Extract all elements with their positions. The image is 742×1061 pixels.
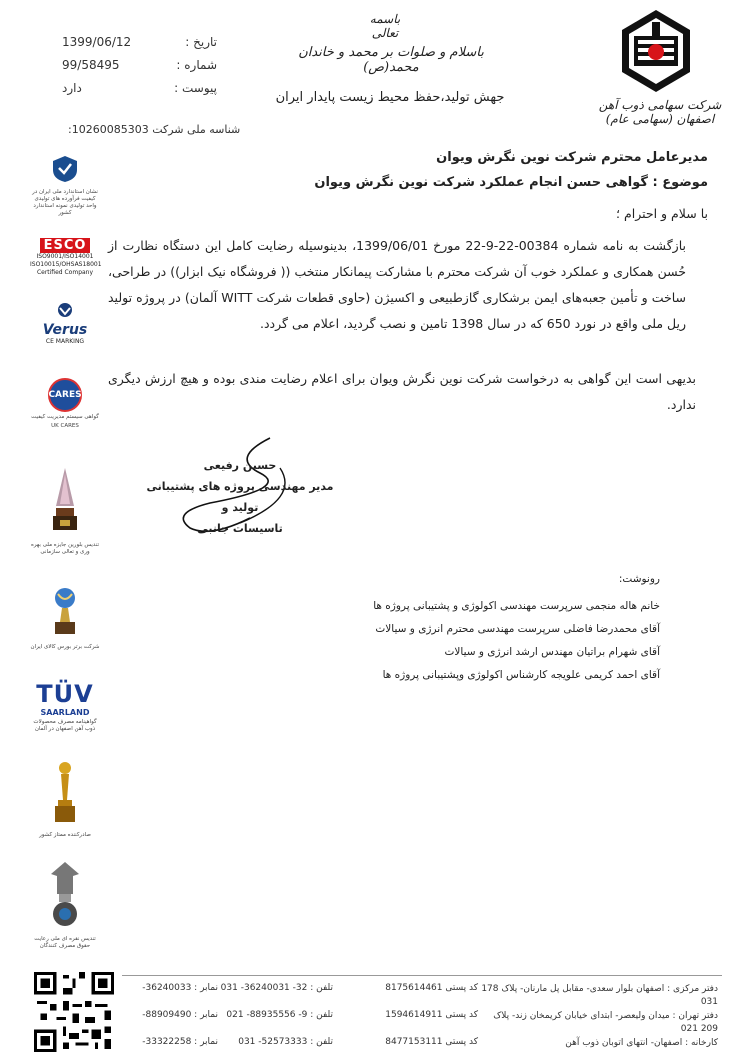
verus-emblem-icon xyxy=(54,302,76,318)
cares-caption-fa: گواهی سیستم مدیریت کیفیت xyxy=(31,414,99,420)
list-item: آقای محمدرضا فاضلی سرپرست مهندسی محترم انرژی و سیالات xyxy=(375,623,660,635)
footer-divider xyxy=(122,975,722,976)
esco-line1: ISO9001/ISO14001 xyxy=(36,253,94,260)
cares-badge xyxy=(30,378,100,430)
footer-postal: کد پستی 8175614461 xyxy=(385,983,478,993)
verus-logo: Verus xyxy=(42,322,88,338)
attachment-label: پیوست : xyxy=(174,80,217,95)
cares-caption-en: UK CARES xyxy=(51,423,79,429)
footer-postal: کد پستی 1594614911 xyxy=(385,1010,478,1020)
esco-line2: ISO10015/OHSAS18001 xyxy=(30,261,102,268)
national-id xyxy=(68,123,240,136)
greeting: با سلام و احترام ؛ xyxy=(616,206,708,221)
attachment-value: دارد xyxy=(62,80,82,95)
invocation: باسمه تعالی xyxy=(369,12,401,40)
cc-list xyxy=(300,595,660,687)
footer-address: دفتر مرکزی : اصفهان بلوار سعدی- مقابل پل مارنان- پلاک 178 031 xyxy=(481,984,718,1007)
footer-fax: نمابر : 88909490- xyxy=(142,1010,218,1020)
tuv-badge xyxy=(30,680,100,733)
number-row xyxy=(62,53,217,76)
bourse-award-caption: شرکت برتر بورس کالای ایران xyxy=(30,644,100,650)
addressee: مدیرعامل محترم شرکت نوین نگرش ویوان xyxy=(436,150,708,165)
date-label: تاریخ : xyxy=(185,34,217,49)
signature-block xyxy=(140,455,340,539)
verus-sub: CE MARKING xyxy=(45,338,85,345)
letter-meta xyxy=(62,30,217,99)
number-value: 99/58495 xyxy=(62,57,120,72)
esco-badge xyxy=(30,234,100,277)
footer-fax: نمابر : 36240033- xyxy=(142,983,218,993)
salawat-line: باسلام و صلوات بر محمد و خاندان محمد(ص) xyxy=(298,45,484,75)
footer-contacts xyxy=(128,983,718,1061)
date-row xyxy=(62,30,217,53)
standard-caption: نشان استاندارد ملی ایران در کیفیت فرآورده های تولیدی واحد تولیدی نمونه استاندارد کشور xyxy=(32,189,98,216)
list-item: خانم هاله منجمی سرپرست مهندسی اکولوژی و پشتیبانی پروژه ها xyxy=(373,600,660,612)
esco-logo: ESCO xyxy=(40,238,91,253)
national-standard-badge xyxy=(30,155,100,217)
exporter-award-caption: صادرکننده ممتاز کشور xyxy=(39,832,91,838)
company-name: شرکت سهامی ذوب آهن اصفهان (سهامی عام) xyxy=(598,98,722,126)
productivity-award-badge xyxy=(30,466,100,556)
crystal-trophy-icon xyxy=(50,466,80,536)
subject-line: موضوع : گواهی حسن انجام عملکرد شرکت نوین نگرش ویوان xyxy=(314,175,708,190)
signer-title-1: مدیر مهندسی پروژه های پشتیبانی تولید و xyxy=(146,480,334,514)
slogan: جهش تولید،حفظ محیط زیست پایدار ایران xyxy=(275,90,505,105)
national-id-label: شناسه ملی شرکت xyxy=(152,123,241,136)
number-label: شماره : xyxy=(176,57,217,72)
body-paragraph-2: بدیهی است این گواهی به درخواست شرکت نوین نگرش ویوان برای اعلام رضایت مندی بوده و هیچ ارزش دیگری ندارد. xyxy=(108,371,696,412)
attachment-row xyxy=(62,76,217,99)
company-logo-icon xyxy=(620,8,692,94)
consumer-rights-caption: تندیس نقره ای ملی رعایت حقوق مصرف کنندگان xyxy=(34,936,96,949)
silver-statue-icon xyxy=(45,860,85,930)
footer-phone: تلفن : 9- 88935556- 021 xyxy=(226,1010,333,1020)
exporter-award-badge xyxy=(30,760,100,839)
footer-postal: کد پستی 8477153111 xyxy=(385,1037,478,1047)
footer-row-factory xyxy=(128,1037,718,1061)
list-item: آقای شهرام براتیان مهندس ارشد انرژی و سیالات xyxy=(444,646,660,658)
cares-logo-text: CARES xyxy=(48,390,82,400)
cc-title: رونوشت: xyxy=(618,573,660,585)
footer-fax: نمابر : 33322258- xyxy=(142,1037,218,1047)
footer-row-tehran-office xyxy=(128,1010,718,1037)
footer-phone: تلفن : 52573333- 031 xyxy=(238,1037,333,1047)
signer-title-2: تاسیسات جانبی xyxy=(197,522,283,535)
footer-phone: تلفن : 32- 36240031- 031 xyxy=(220,983,333,993)
esco-line3: Certified Company xyxy=(36,269,94,276)
date-value: 1399/06/12 xyxy=(62,34,132,49)
list-item: آقای احمد کریمی علویجه کارشناس اکولوژی وپشتیبانی پروژه ها xyxy=(382,669,660,681)
footer-row-central-office xyxy=(128,983,718,1010)
consumer-rights-award-badge xyxy=(30,860,100,950)
verus-badge xyxy=(30,302,100,346)
cares-logo xyxy=(48,378,82,412)
tuv-logo: TÜV xyxy=(36,680,94,708)
tuv-sub: SAARLAND xyxy=(40,708,90,717)
national-id-value: 10260085303: xyxy=(68,123,149,136)
signer-name: حسین رفیعی xyxy=(203,459,277,472)
qr-code-icon xyxy=(34,972,114,1052)
body-paragraph-1: بازگشت به نامه شماره 00384-22-9-22 مورخ 1399/06/01، بدینوسیله رضایت کامل این دستگاه نظارت از حُسن همکاری و عملکرد خوب آن شرکت محترم با مشارکت پیمانکار منتخب (( فروشگاه نیک ابزار)) در طراحی، ساخت و تأمین جعبه‌های ایمن برشکاری گازطبیعی و اکسیژن (حاوی قطعات شرکت WITT آلمان) در پروژه تولید ریل ملی واقع در نورد 650 که در سال 1398 تامین و نصب گردید، اعلام می گردد. xyxy=(108,238,686,331)
globe-trophy-icon xyxy=(50,582,80,638)
footer-address: دفتر تهران : میدان ولیعصر- ابتدای خیابان کریمخان زند- پلاک 209 021 xyxy=(493,1011,718,1034)
bourse-award-badge xyxy=(30,582,100,651)
standard-shield-icon xyxy=(52,155,78,183)
footer-address: کارخانه : اصفهان- انتهای اتوبان ذوب آهن xyxy=(565,1038,718,1048)
productivity-award-caption: تندیس بلورین جایزه ملی بهره وری و تعالی سازمانی xyxy=(30,542,100,555)
gold-trophy-icon xyxy=(52,760,78,826)
tuv-caption: گواهینامه مصرف محصولات ذوب آهن اصفهان در آلمان xyxy=(33,719,97,732)
